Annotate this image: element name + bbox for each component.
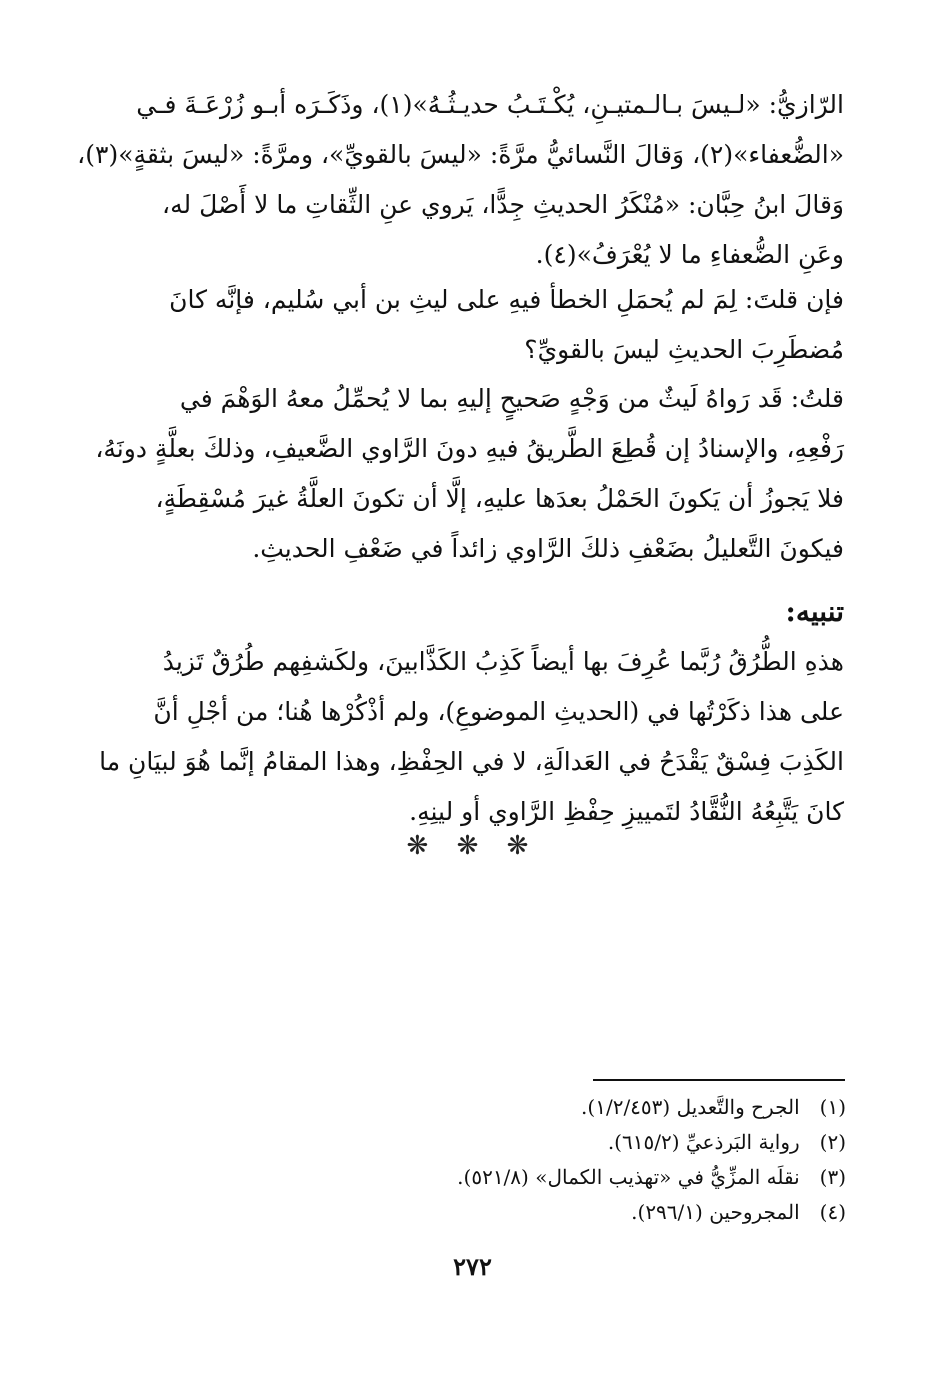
footnotes — [300, 1090, 846, 1230]
footnote-text: رواية البَرذعيِّ (٦١٥/٢). — [607, 1130, 800, 1154]
footnote-rule — [593, 1079, 845, 1081]
text-line: «الضُّعفاء»(٢)، وَقالَ النَّسائيُّ مرَّةً: «ليسَ بالقويِّ»، ومرَّةً: «ليسَ بثقةٍ»(٣)، — [77, 140, 844, 169]
text-line: وعَنِ الضُّعفاءِ ما لا يُعْرَفُ»(٤). — [535, 240, 844, 269]
paragraph-response — [92, 374, 844, 574]
footnote-number: (١) — [819, 1095, 846, 1119]
paragraph-objection — [92, 275, 844, 375]
footnote-item — [300, 1160, 846, 1195]
text-line: على هذا ذكَرْتُها في (الحديثِ الموضوعِ)، ولم أذْكُرْها هُنا؛ من أجْلِ أنَّ — [153, 697, 844, 726]
section-heading: تنبيه: — [785, 595, 844, 628]
text-line: فإن قلتَ: لِمَ لم يُحمَلِ الخطأ فيهِ على ليثِ بن أبي سُليم، فإنَّه كانَ — [169, 285, 844, 314]
text-line: هذهِ الطُّرُقُ رُبَّما عُرِفَ بها أيضاً كَذِبُ الكَذَّابينَ، ولكَشفِهم طُرُقٌ تَزيدُ — [162, 647, 844, 676]
page-number: ٢٧٢ — [453, 1252, 492, 1281]
footnote-item — [300, 1090, 846, 1125]
text-line: مُضطَرِبَ الحديثِ ليسَ بالقويِّ؟ — [524, 335, 844, 364]
paragraph-narrators-criticism — [77, 80, 844, 280]
footnote-text: المجروحين (٢٩٦/١). — [631, 1200, 800, 1224]
footnote-item — [300, 1195, 846, 1230]
text-line: قلتُ: قَد رَواهُ لَيثٌ من وَجْهٍ صَحيحٍ إليهِ بما لا يُحمِّلُ معهُ الوَهْمَ في — [179, 384, 844, 413]
text-line: وَقالَ ابنُ حِبَّان: «مُنْكَرُ الحديثِ جِدًّا، يَروي عنِ الثِّقاتِ ما لا أَصْلَ له، — [162, 190, 844, 219]
footnote-number: (٣) — [819, 1165, 846, 1189]
text-line: كانَ يَتَّبِعُهُ النُّقَّادُ لتَمييزِ حِفْظِ الرَّاوي أو لينِهِ. — [409, 797, 844, 826]
paragraph-note — [92, 637, 844, 837]
text-line: رَفْعِهِ، والإسنادُ إن قُطِعَ الطَّريقُ فيهِ دونَ الرَّاوي الضَّعيفِ، وذلكَ بعلَّةٍ دونَهُ، — [95, 434, 844, 463]
text-line: الكَذِبَ فِسْقٌ يَقْدَحُ في العَدالَةِ، لا في الحِفْظِ، وهذا المقامُ إنَّما هُوَ لبيَانِ ما — [99, 747, 844, 776]
ornament-divider: ❋ ❋ ❋ — [406, 831, 539, 861]
footnote-text: الجرح والتَّعديل (١/٢/٤٥٣). — [581, 1095, 800, 1119]
footnote-item — [300, 1125, 846, 1160]
footnote-number: (٤) — [819, 1200, 846, 1224]
text-line: الرّازيُّ: «لـيسَ بـالـمتيـنِ، يُكْـتَـبُ حديـثُـهُ»(١)، وذَكَـرَه أبـو زُرْعَـةَ فـي — [136, 90, 844, 119]
text-line: فيكونَ التَّعليلُ بضَعْفِ ذلكَ الرَّاوي زائداً في ضَعْفِ الحديثِ. — [252, 534, 844, 563]
text-line: فلا يَجوزُ أن يَكونَ الحَمْلُ بعدَها عليهِ، إلَّا أن تكونَ العلَّةُ غيرَ مُسْقِطَةٍ، — [155, 484, 844, 513]
footnote-number: (٢) — [819, 1130, 846, 1154]
footnote-text: نقلَه المزِّيُّ في «تهذيب الكمال» (٥٢١/٨). — [457, 1165, 800, 1189]
